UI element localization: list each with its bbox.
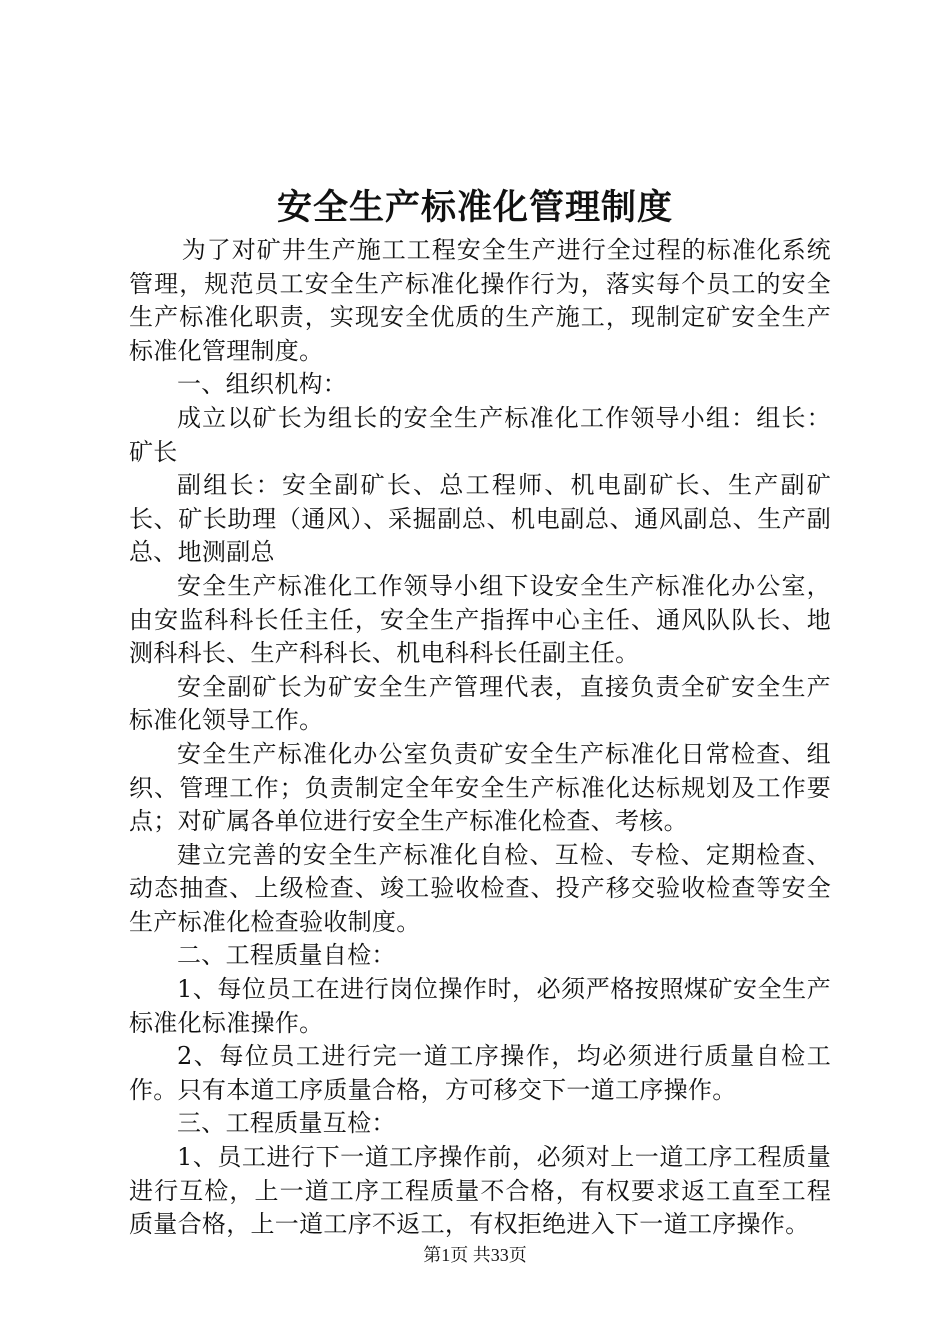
section-heading-self-inspection: 二、工程质量自检： <box>177 941 396 970</box>
document-body <box>129 234 831 1242</box>
paragraph-management-representative: 安全副矿长为矿安全生产管理代表，直接负责全矿安全生产标准化领导工作。 <box>129 672 831 735</box>
paragraph-intro: 为了对矿井生产施工工程安全生产进行全过程的标准化系统管理，规范员工安全生产标准化操作行为，落实每个员工的安全生产标准化职责，实现安全优质的生产施工，现制定矿安全生产标准化管理制度。 <box>129 236 831 365</box>
paragraph-office: 安全生产标准化工作领导小组下设安全生产标准化办公室，由安监科科长任主任，安全生产指挥中心主任、通风队队长、地测科科长、生产科科长、机电科科长任副主任。 <box>129 571 831 668</box>
paragraph-group-leader: 成立以矿长为组长的安全生产标准化工作领导小组：组长：矿长 <box>129 403 831 466</box>
paragraph-office-duties: 安全生产标准化办公室负责矿安全生产标准化日常检查、组织、管理工作；负责制定全年安全生产标准化达标规划及工作要点；对矿属各单位进行安全生产标准化检查、考核。 <box>129 739 831 836</box>
section-heading-organization: 一、组织机构： <box>177 370 348 399</box>
document-title: 安全生产标准化管理制度 <box>276 188 673 228</box>
paragraph-deputy-leaders: 副组长：安全副矿长、总工程师、机电副矿长、生产副矿长、矿长助理（通风）、采掘副总、机电副总、通风副总、生产副总、地测副总 <box>129 471 831 567</box>
section-heading-mutual-inspection: 三、工程质量互检： <box>177 1109 396 1138</box>
paragraph-self-inspection-1: 1、每位员工在进行岗位操作时，必须严格按照煤矿安全生产标准化标准操作。 <box>129 975 831 1037</box>
paragraph-inspection-system: 建立完善的安全生产标准化自检、互检、专检、定期检查、动态抽查、上级检查、竣工验收检查、投产移交验收检查等安全生产标准化检查验收制度。 <box>129 840 831 936</box>
page-number-footer: 第1页 共33页 <box>423 1245 527 1265</box>
paragraph-mutual-inspection-1: 1、员工进行下一道工序操作前，必须对上一道工序工程质量进行互检，上一道工序工程质量不合格，有权要求返工直至工程质量合格，上一道工序不返工，有权拒绝进入下一道工序操作。 <box>129 1143 831 1239</box>
paragraph-self-inspection-2: 2、每位员工进行完一道工序操作，均必须进行质量自检工作。只有本道工序质量合格，方可移交下一道工序操作。 <box>129 1042 831 1104</box>
